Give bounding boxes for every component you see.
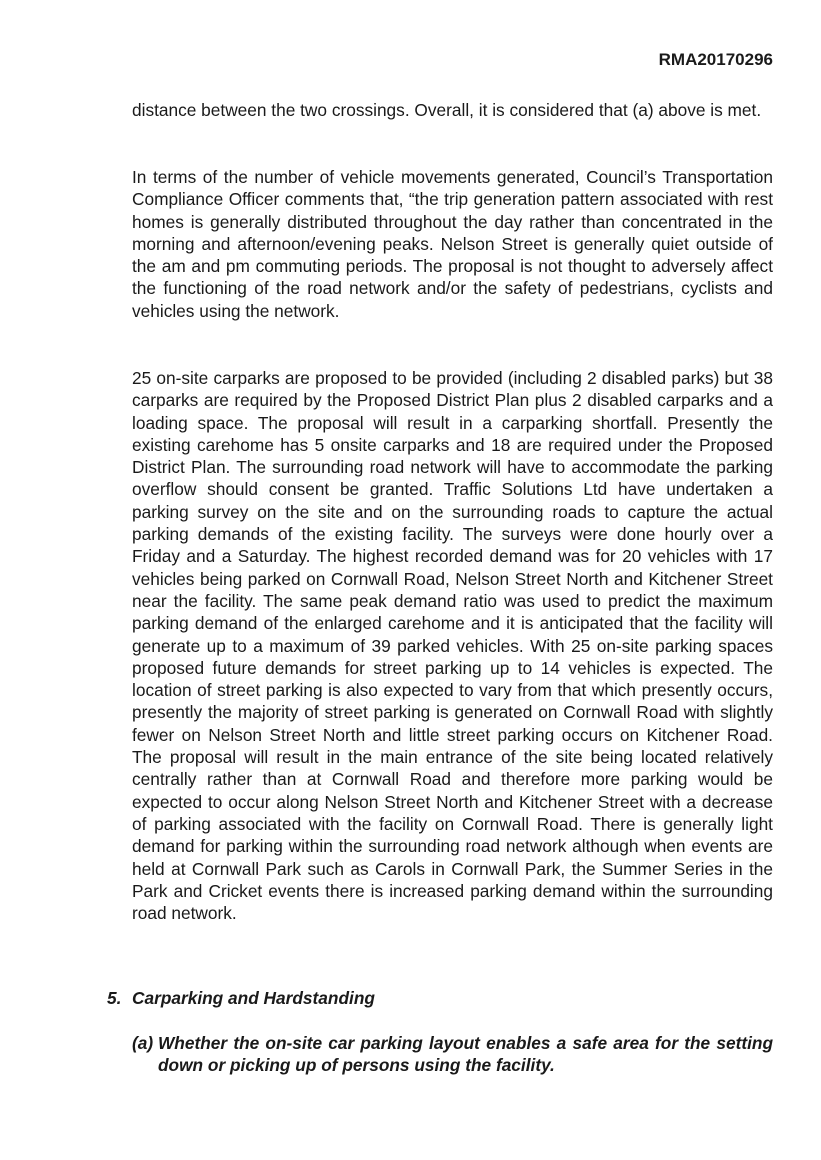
section-title: Carparking and Hardstanding bbox=[132, 988, 375, 1008]
paragraph-crossings: distance between the two crossings. Overall, it is considered that (a) above is met. bbox=[132, 100, 762, 120]
document-reference: RMA20170296 bbox=[658, 50, 773, 69]
subsection-criterion bbox=[132, 1032, 773, 1077]
paragraph-carparks: 25 on-site carparks are proposed to be provided (including 2 disabled parks) but 38 carparks are required by the Proposed District Plan plus 2 disabled carparks and a loading space. The proposal will result in a carparking shortfall. Presently the existing carehome has 5 onsite carparks and 18 are required under the Proposed District Plan. The surrounding road network will have to accommodate the parking overflow should consent be granted. Traffic Solutions Ltd have undertaken a parking survey on the site and on the surrounding roads to capture the actual parking demands of the existing facility. The surveys were done hourly over a Friday and a Saturday. The highest recorded demand was for 20 vehicles with 17 vehicles being parked on Cornwall Road, Nelson Street North and Kitchener Street near the facility. The same peak demand ratio was used to predict the maximum parking demand of the enlarged carehome and it is anticipated that the facility will generate up to a maximum of 39 parked vehicles. With 25 on-site parking spaces proposed future demands for street parking up to 14 vehicles is expected. The location of street parking is also expected to vary from that which presently occurs, presently the majority of street parking is generated on Cornwall Road with slightly fewer on Nelson Street North and little street parking occurs on Kitchener Road. The proposal will result in the main entrance of the site being located relatively centrally rather than at Cornwall Road and therefore more parking would be expected to occur along Nelson Street North and Kitchener Street with a decrease of parking associated with the facility on Cornwall Road. There is generally light demand for parking within the surrounding road network although when events are held at Cornwall Park such as Carols in Cornwall Park, the Summer Series in the Park and Cricket events there is increased parking demand within the surrounding road network. bbox=[132, 368, 773, 924]
section-number: 5. bbox=[107, 988, 122, 1008]
subsection-text: Whether the on-site car parking layout enables a safe area for the setting down or picking up of persons using the facility. bbox=[158, 1033, 773, 1076]
subsection-label: (a) bbox=[132, 1033, 154, 1053]
section-heading bbox=[107, 987, 375, 1009]
paragraph-vehicle-movements: In terms of the number of vehicle movements generated, Council’s Transportation Compliance Officer comments that, “the trip generation pattern associated with rest homes is generally distributed throughout the day rather than concentrated in the morning and afternoon/evening peaks. Nelson Street is generally quiet outside of the am and pm commuting periods. The proposal is not thought to adversely affect the functioning of the road network and/or the safety of pedestrians, cyclists and vehicles using the network. bbox=[132, 167, 773, 321]
